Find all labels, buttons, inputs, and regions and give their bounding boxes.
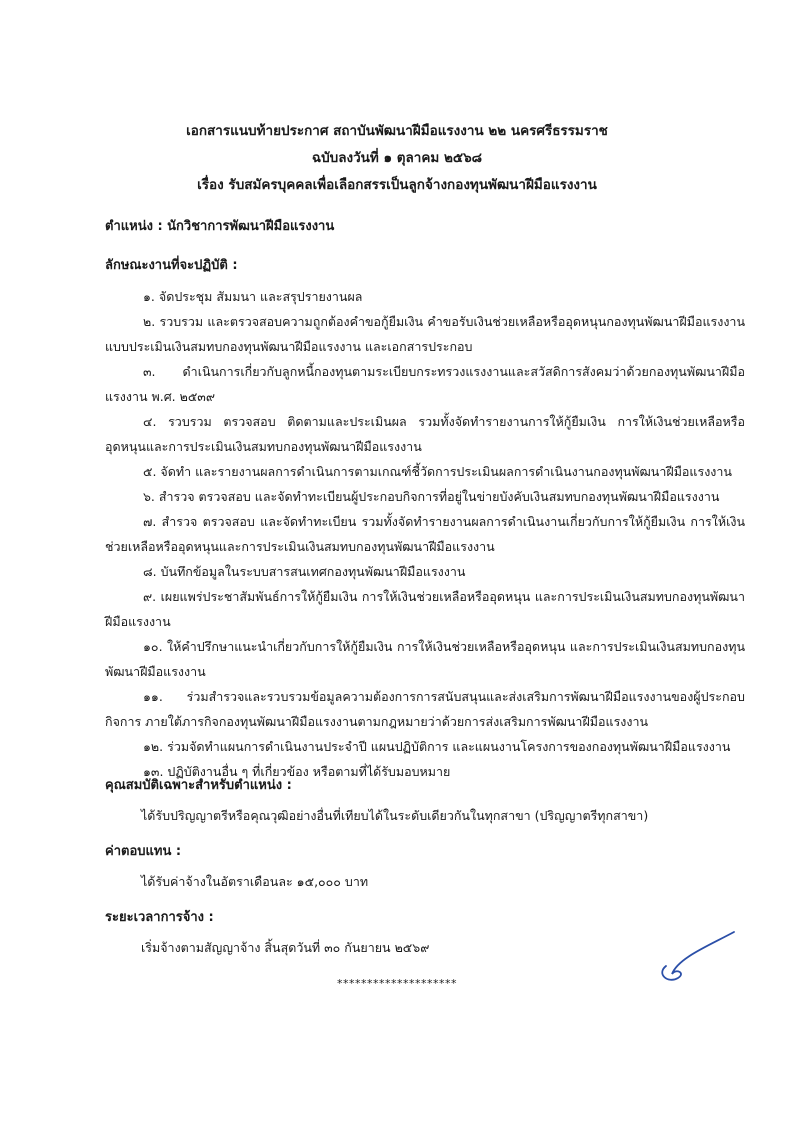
- compensation-section: [105, 839, 745, 894]
- duty-item: ๖. สำรวจ ตรวจสอบ และจัดทำทะเบียนผู้ประกอบกิจการที่อยู่ในข่ายบังคับเงินสมทบกองทุนพัฒนาฝีมือแรงงาน: [143, 489, 720, 504]
- qualification-section: [105, 773, 745, 828]
- signature-stroke: [662, 932, 734, 980]
- compensation-text: ได้รับค่าจ้างในอัตราเดือนละ ๑๕,๐๐๐ บาท: [141, 874, 369, 889]
- duties-list: [105, 284, 745, 784]
- end-marker: ********************: [337, 977, 457, 990]
- duty-item: ๔. รวบรวม ตรวจสอบ ติดตามและประเมินผล รวมทั้งจัดทำรายงานการให้กู้ยืมเงิน การให้เงินช่วยเหลือหรืออุดหนุนและการประเมินเงินสมทบกองทุนพัฒนาฝีมือแรงงาน: [105, 414, 745, 454]
- duty-item: ๗. สำรวจ ตรวจสอบ และจัดทำทะเบียน รวมทั้งจัดทำรายงานผลการดำเนินงานเกี่ยวกับการให้กู้ยืมเงิน การให้เงินช่วยเหลือหรืออุดหนุนและการประเมินเงินสมทบกองทุนพัฒนาฝีมือแรงงาน: [105, 514, 745, 554]
- compensation-heading: ค่าตอบแทน :: [105, 844, 182, 859]
- duty-item: ๑๑. ร่วมสำรวจและรวบรวมข้อมูลความต้องการการสนับสนุนและส่งเสริมการพัฒนาฝีมือแรงงานของผู้ประกอบกิจการ ภายใต้ภารกิจกองทุนพัฒนาฝีมือแรงงานตามกฎหมายว่าด้วยการส่งเสริมการพัฒนาฝีมือแรงงาน: [105, 689, 745, 729]
- duty-item: ๙. เผยแพร่ประชาสัมพันธ์การให้กู้ยืมเงิน การให้เงินช่วยเหลือหรืออุดหนุน และการประเมินเงินสมทบกองทุนพัฒนาฝีมือแรงงาน: [105, 589, 745, 629]
- duties-section: [105, 253, 745, 784]
- duty-item: ๑๓. ปฏิบัติงานอื่น ๆ ที่เกี่ยวข้อง หรือตามที่ได้รับมอบหมาย: [143, 764, 451, 779]
- qualification-heading: คุณสมบัติเฉพาะสำหรับตำแหน่ง :: [105, 778, 292, 793]
- position-section: [105, 214, 745, 239]
- duty-item: ๕. จัดทำ และรายงานผลการดำเนินการตามเกณฑ์ชี้วัดการประเมินผลการดำเนินงานกองทุนพัฒนาฝีมือแรงงาน: [143, 464, 732, 479]
- duty-item: ๑๐. ให้คำปรึกษาแนะนำเกี่ยวกับการให้กู้ยืมเงิน การให้เงินช่วยเหลือหรืออุดหนุน และการประเมินเงินสมทบกองทุนพัฒนาฝีมือแรงงาน: [105, 639, 745, 679]
- header-subject: เรื่อง รับสมัครบุคคลเพื่อเลือกสรรเป็นลูกจ้างกองทุนพัฒนาฝีมือแรงงาน: [197, 177, 597, 193]
- period-text: เริ่มจ้างตามสัญญาจ้าง สิ้นสุดวันที่ ๓๐ กันยายน ๒๕๖๙: [141, 940, 430, 955]
- duties-heading: ลักษณะงานที่จะปฏิบัติ :: [105, 258, 238, 273]
- duty-item: ๑. จัดประชุม สัมมนา และสรุปรายงานผล: [143, 289, 363, 304]
- duty-item: ๒. รวบรวม และตรวจสอบความถูกต้องคำขอกู้ยืมเงิน คำขอรับเงินช่วยเหลือหรืออุดหนุนกองทุนพัฒนาฝีมือแรงงาน แบบประเมินเงินสมทบกองทุนพัฒนาฝีมือแรงงาน และเอกสารประกอบ: [105, 314, 745, 354]
- position-title: ตำแหน่ง : นักวิชาการพัฒนาฝีมือแรงงาน: [105, 219, 335, 234]
- period-heading: ระยะเวลาการจ้าง :: [105, 910, 214, 925]
- header-date: ฉบับลงวันที่ ๑ ตุลาคม ๒๕๖๘: [311, 150, 483, 166]
- document-header: [0, 118, 794, 199]
- qualification-text: ได้รับปริญญาตรีหรือคุณวุฒิอย่างอื่นที่เทียบได้ในระดับเดียวกันในทุกสาขา (ปริญญาตรีทุกสาขา): [141, 808, 649, 823]
- duty-item: ๑๒. ร่วมจัดทำแผนการดำเนินงานประจำปี แผนปฏิบัติการ และแผนงานโครงการของกองทุนพัฒนาฝีมือแรงงาน: [143, 739, 731, 754]
- duty-item: ๘. บันทึกข้อมูลในระบบสารสนเทศกองทุนพัฒนาฝีมือแรงงาน: [143, 564, 466, 579]
- duty-item: ๓. ดำเนินการเกี่ยวกับลูกหนี้กองทุนตามระเบียบกระทรวงแรงงานและสวัสดิการสังคมว่าด้วยกองทุนพัฒนาฝีมือแรงงาน พ.ศ. ๒๕๓๙: [105, 364, 745, 404]
- header-title: เอกสารแนบท้ายประกาศ สถาบันพัฒนาฝีมือแรงงาน ๒๒ นครศรีธรรมราช: [186, 123, 608, 139]
